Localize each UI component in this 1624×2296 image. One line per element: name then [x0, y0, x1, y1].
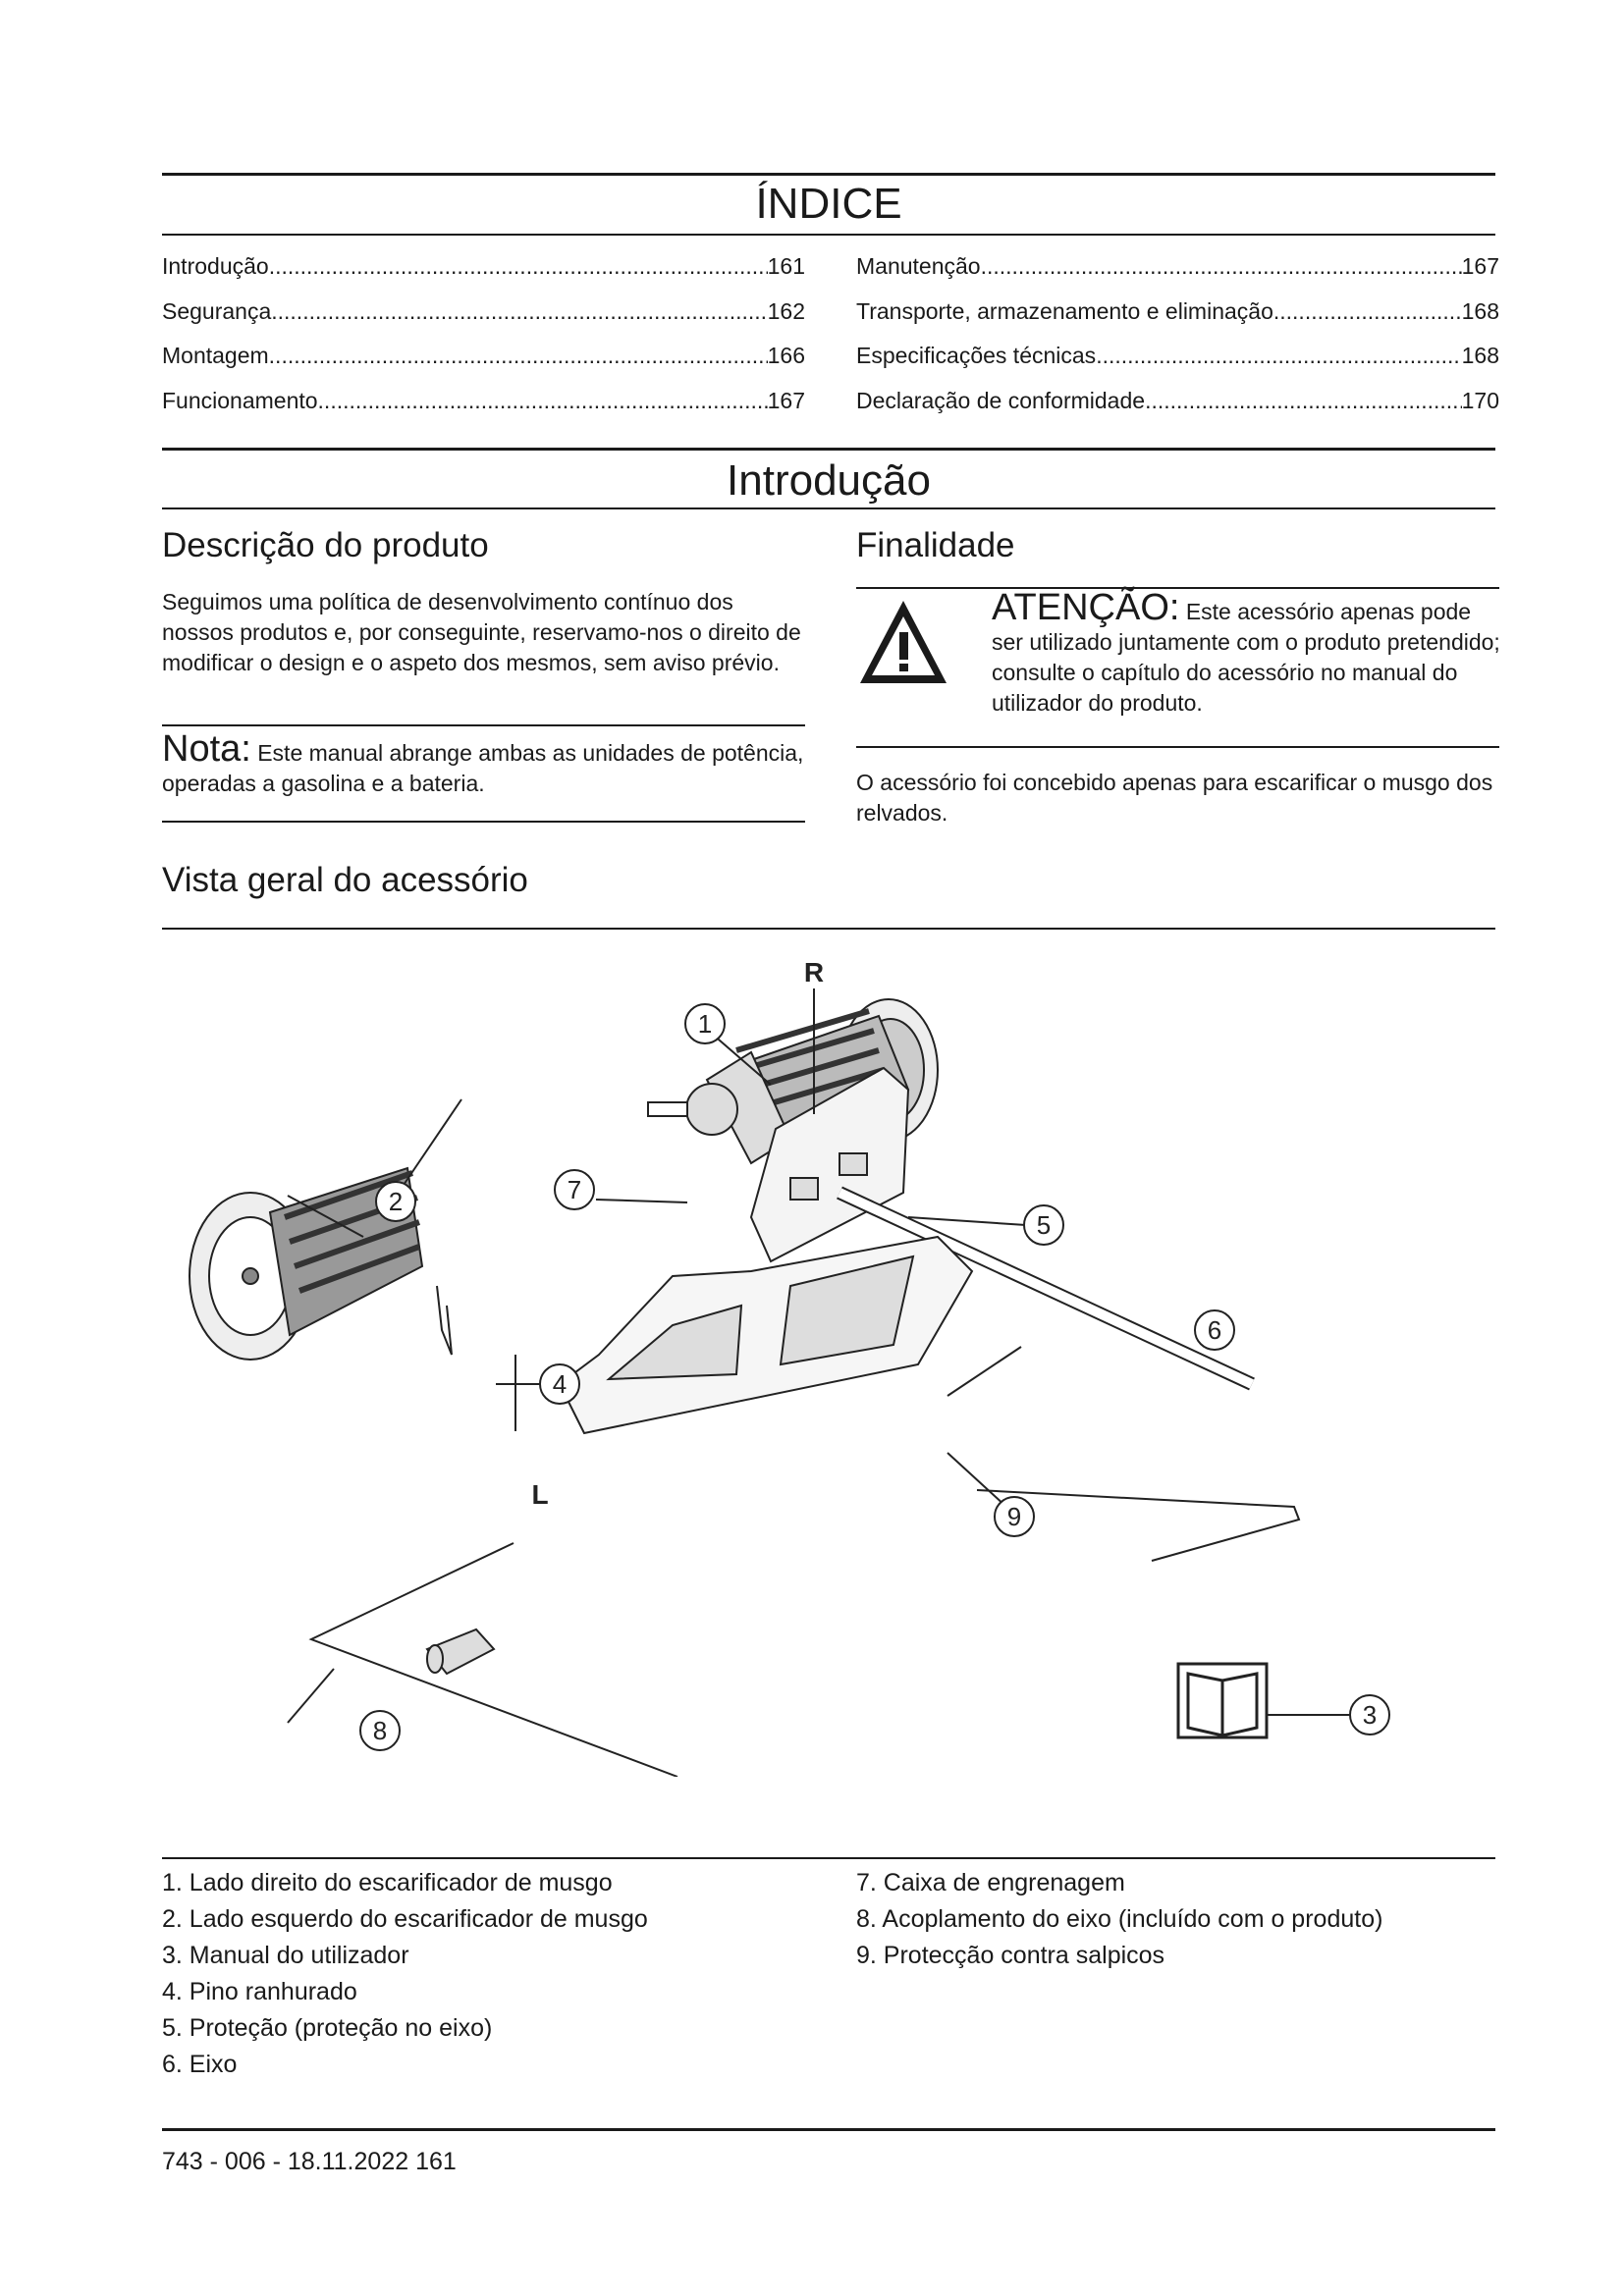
shaft-coupling: [427, 1629, 494, 1674]
accessory-diagram: [162, 942, 1495, 1777]
warning-text: Este acessório apenas pode ser utilizado juntamente com o produto pretendido; consulte o capítulo do acessório no manual do utilizador do produto.: [992, 599, 1500, 716]
manual-book-icon: [1178, 1664, 1267, 1737]
index-bottom-rule: [162, 234, 1495, 236]
overview-rule: [162, 928, 1495, 930]
page-footer: 743 - 006 - 18.11.2022 161: [162, 2148, 457, 2175]
warning-label: ATENÇÃO:: [992, 587, 1180, 628]
note-text: Este manual abrange ambas as unidades de potência, operadas a gasolina e a bateria.: [162, 740, 804, 796]
index-top-rule: [162, 173, 1495, 176]
callout-5: 5: [1036, 1210, 1052, 1240]
toc-entry[interactable]: Especificações técnicas ..... 168: [856, 341, 1499, 370]
label-r: R: [803, 957, 825, 988]
intro-title: Introdução: [727, 456, 931, 505]
toc-entry[interactable]: Segurança ..... 162: [162, 296, 805, 326]
toc-entry[interactable]: Declaração de conformidade ..... 170: [856, 386, 1499, 415]
note-bottom-rule: [162, 821, 805, 823]
description-heading: Descrição do produto: [162, 526, 489, 564]
splash-guard: [560, 1237, 972, 1433]
legend-rule: [162, 1857, 1495, 1859]
note-label: Nota:: [162, 728, 251, 770]
label-l: L: [531, 1479, 549, 1510]
legend-item: 5. Proteção (proteção no eixo): [162, 2014, 493, 2042]
toc-entry[interactable]: Manutenção ..... 167: [856, 251, 1499, 281]
callout-3: 3: [1362, 1700, 1378, 1730]
intro-top-rule: [162, 448, 1495, 451]
warning-bottom-rule: [856, 746, 1499, 748]
legend-item: 2. Lado esquerdo do escarificador de musgo: [162, 1905, 648, 1933]
legend-item: 3. Manual do utilizador: [162, 1942, 409, 1969]
warning-block: [992, 587, 1502, 719]
toc-entry[interactable]: Introdução ..... 161: [162, 251, 805, 281]
warning-triangle-icon: [856, 597, 950, 691]
toc-entry[interactable]: Funcionamento ..... 167: [162, 386, 805, 415]
callout-1: 1: [697, 1009, 713, 1039]
purpose-heading: Finalidade: [856, 526, 1015, 564]
legend-item: 1. Lado direito do escarificador de musgo: [162, 1869, 613, 1896]
slotted-pin: [437, 1286, 452, 1355]
callout-7: 7: [567, 1175, 582, 1204]
legend-item: 9. Protecção contra salpicos: [856, 1942, 1165, 1969]
callout-8: 8: [372, 1716, 388, 1745]
intro-bottom-rule: [162, 507, 1495, 509]
callout-4: 4: [552, 1369, 568, 1399]
legend-item: 4. Pino ranhurado: [162, 1978, 357, 2005]
legend-item: 8. Acoplamento do eixo (incluído com o produto): [856, 1905, 1383, 1933]
description-text: Seguimos uma política de desenvolvimento contínuo dos nossos produtos e, por conseguinte, reservamo-nos o direito de modificar o design e o aspeto dos mesmos, sem aviso prévio.: [162, 589, 801, 675]
callout-9: 9: [1006, 1502, 1022, 1531]
toc-entry[interactable]: Montagem ..... 166: [162, 341, 805, 370]
legend-item: 6. Eixo: [162, 2051, 238, 2078]
callout-2: 2: [388, 1187, 404, 1216]
index-title: ÍNDICE: [755, 180, 902, 228]
note-top-rule: [162, 724, 805, 726]
callout-6: 6: [1207, 1315, 1222, 1345]
overview-heading: Vista geral do acessório: [162, 861, 528, 899]
footer-rule: [162, 2128, 1495, 2131]
toc-entry[interactable]: Transporte, armazenamento e eliminação ..... 168: [856, 296, 1499, 326]
legend-item: 7. Caixa de engrenagem: [856, 1869, 1125, 1896]
note-block: [162, 728, 810, 799]
purpose-text: O acessório foi concebido apenas para escarificar o musgo dos relvados.: [856, 770, 1493, 826]
